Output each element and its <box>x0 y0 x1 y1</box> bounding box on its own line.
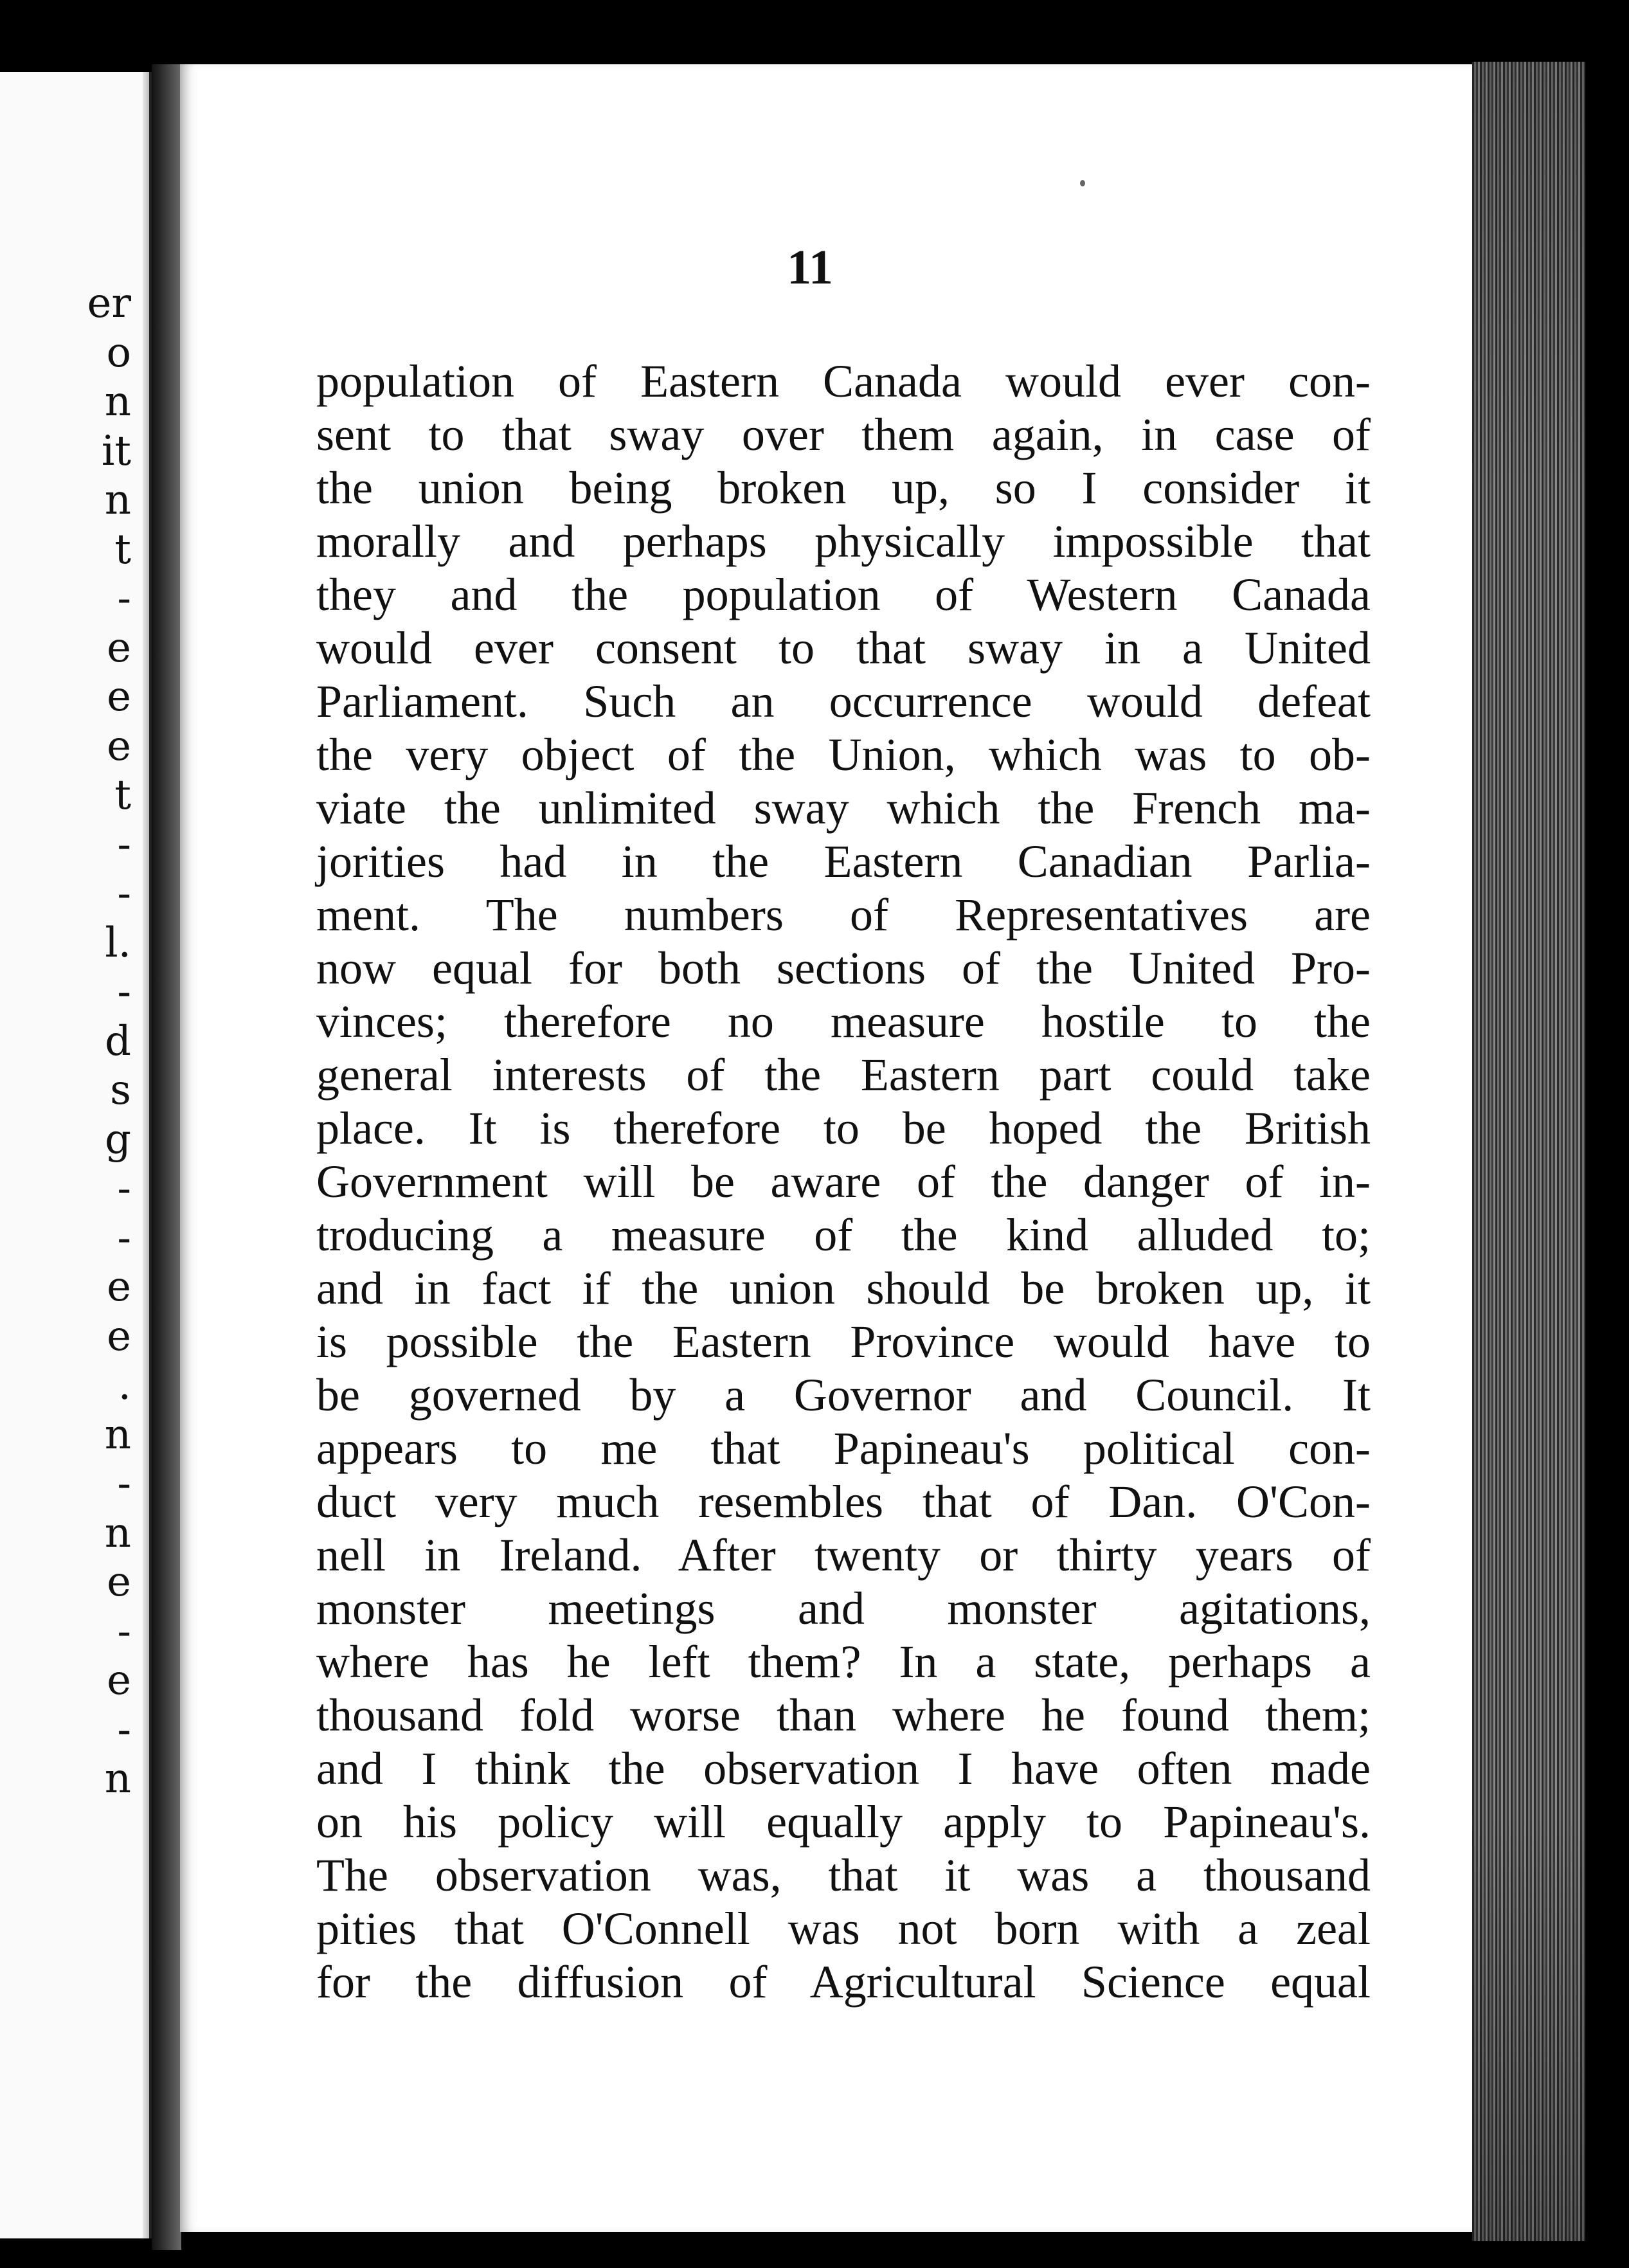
previous-page-fragment: n <box>104 476 131 524</box>
previous-page-fragment: - <box>117 1460 131 1508</box>
previous-page-edge <box>0 72 152 2238</box>
previous-page-fragment: n <box>104 1509 131 1557</box>
previous-page-fragment: e <box>107 1657 131 1704</box>
previous-page-binding-edge <box>143 72 149 2238</box>
page-stack-shading <box>1472 62 1585 2241</box>
book-gutter <box>152 64 181 2250</box>
text-line: thousand fold worse than where he found them; <box>316 1689 1371 1741</box>
previous-page-fragment: g <box>105 1116 131 1164</box>
previous-page-fragment: n <box>104 1755 131 1803</box>
previous-page-fragment: - <box>117 821 131 869</box>
previous-page-fragment: t <box>114 771 131 819</box>
text-line: The observation was, that it was a thousand <box>316 1850 1371 1901</box>
previous-page-fragment: e <box>107 723 131 770</box>
text-line: vinces; therefore no measure hostile to the <box>316 996 1371 1047</box>
previous-page-fragment: e <box>107 1558 131 1606</box>
text-line: viate the unlimited sway which the French ma- <box>316 782 1371 834</box>
text-line: they and the population of Western Canada <box>316 569 1371 620</box>
text-line: now equal for both sections of the United Pro- <box>316 942 1371 994</box>
previous-page-fragment: - <box>117 1165 131 1212</box>
text-line: the union being broken up, so I consider it <box>316 462 1371 514</box>
previous-page-fragment: it <box>101 428 131 475</box>
text-line: be governed by a Governor and Council. It <box>316 1369 1371 1421</box>
text-line: general interests of the Eastern part could take <box>316 1049 1371 1101</box>
previous-page-fragment: - <box>117 1608 131 1655</box>
body-text <box>316 355 1371 2009</box>
text-line: Parliament. Such an occurrence would defeat <box>316 676 1371 727</box>
text-line: is possible the Eastern Province would have to <box>316 1316 1371 1367</box>
previous-page-fragment: d <box>105 1018 131 1065</box>
previous-page-fragment: - <box>117 968 131 1016</box>
text-line: where has he left them? In a state, perhaps a <box>316 1636 1371 1688</box>
page-number: 11 <box>787 240 833 294</box>
previous-page-fragment: n <box>104 1411 131 1459</box>
previous-page-fragment: . <box>118 1362 131 1409</box>
previous-page-fragment: n <box>104 378 131 426</box>
text-line: population of Eastern Canada would ever con- <box>316 356 1371 407</box>
previous-page-fragment: e <box>107 673 131 721</box>
text-line: sent to that sway over them again, in case of <box>316 409 1371 460</box>
previous-page-fragment: s <box>110 1066 131 1114</box>
text-line: duct very much resembles that of Dan. O'Con- <box>316 1476 1371 1527</box>
text-line: appears to me that Papineau's political con- <box>316 1423 1371 1474</box>
previous-page-fragment: er <box>87 280 131 327</box>
text-line: jorities had in the Eastern Canadian Parlia- <box>316 836 1371 887</box>
text-line: troducing a measure of the kind alluded to; <box>316 1209 1371 1261</box>
text-line: monster meetings and monster agitations, <box>316 1583 1371 1634</box>
text-line: the very object of the Union, which was to ob- <box>316 729 1371 780</box>
text-line: ment. The numbers of Representatives are <box>316 889 1371 941</box>
previous-page-fragment: l. <box>105 919 131 967</box>
text-line: nell in Ireland. After twenty or thirty years of <box>316 1529 1371 1581</box>
text-line: and in fact if the union should be broken up, it <box>316 1263 1371 1314</box>
previous-page-fragment: - <box>117 1214 131 1262</box>
previous-page-fragment: - <box>117 870 131 917</box>
previous-page-fragment: - <box>117 575 131 622</box>
text-line: would ever consent to that sway in a United <box>316 622 1371 674</box>
text-line: for the diffusion of Agricultural Science equal <box>316 1956 1371 2008</box>
text-line: on his policy will equally apply to Papineau's. <box>316 1796 1371 1848</box>
text-line: place. It is therefore to be hoped the British <box>316 1102 1371 1154</box>
text-line: pities that O'Connell was not born with a zeal <box>316 1903 1371 1954</box>
previous-page-fragment: e <box>107 1313 131 1360</box>
text-line: Government will be aware of the danger of in- <box>316 1156 1371 1207</box>
text-line: morally and perhaps physically impossible that <box>316 516 1371 567</box>
text-line: and I think the observation I have often made <box>316 1743 1371 1794</box>
paper-speck <box>1080 180 1085 186</box>
previous-page-fragment: e <box>107 1263 131 1311</box>
previous-page-fragment: - <box>117 1706 131 1754</box>
previous-page-fragment: t <box>114 526 131 573</box>
previous-page-fragment: o <box>106 329 131 377</box>
previous-page-fragment: e <box>107 624 131 672</box>
